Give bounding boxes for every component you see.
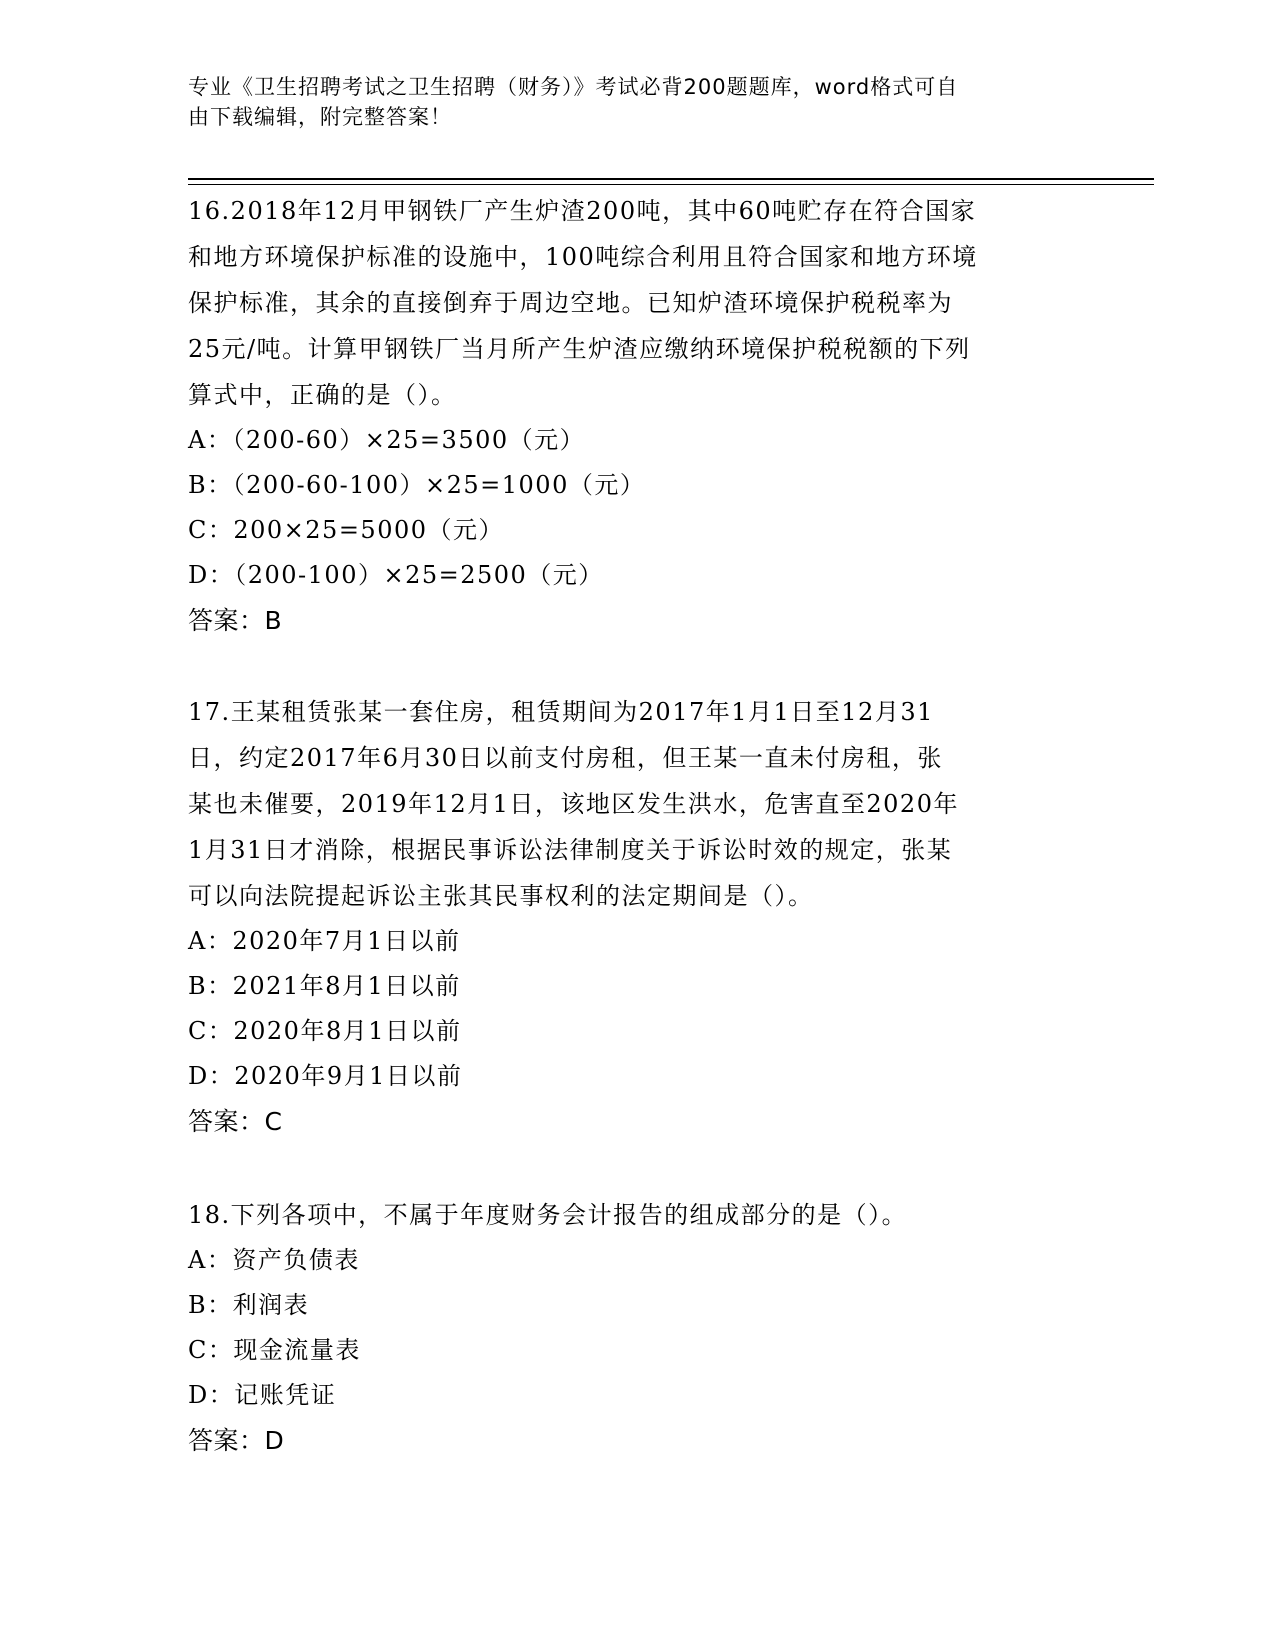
question-stem	[188, 1192, 1088, 1238]
stem-line: 25元/吨。计算甲钢铁厂当月所产生炉渣应缴纳环境保护税税额的下列	[188, 335, 971, 363]
header-divider-thin	[188, 184, 1154, 185]
option-d: D：2020年9月1日以前	[188, 1062, 463, 1090]
stem-line: 1月31日才消除，根据民事诉讼法律制度关于诉讼时效的规定，张某	[188, 836, 953, 864]
answer: 答案：C	[188, 1107, 283, 1136]
option-c: C：200×25=5000（元）	[188, 516, 505, 544]
answer: 答案：B	[188, 606, 283, 635]
question-stem	[188, 689, 1088, 919]
stem-line: 16.2018年12月甲钢铁厂产生炉渣200吨，其中60吨贮存在符合国家	[188, 197, 977, 225]
option-b: B：2021年8月1日以前	[188, 972, 461, 1000]
stem-line: 保护标准，其余的直接倒弃于周边空地。已知炉渣环境保护税税率为	[188, 289, 953, 317]
option-b: B：（200-60-100）×25=1000（元）	[188, 471, 646, 499]
option-a: A：（200-60）×25=3500（元）	[188, 426, 586, 454]
answer: 答案：D	[188, 1426, 285, 1455]
header-divider-thick	[188, 178, 1154, 180]
stem-line: 和地方环境保护标准的设施中，100吨综合利用且符合国家和地方环境	[188, 243, 978, 271]
option-d: D：（200-100）×25=2500（元）	[188, 561, 604, 589]
option-b: B：利润表	[188, 1291, 310, 1319]
question-18	[188, 1192, 1088, 1464]
header-line: 专业《卫生招聘考试之卫生招聘（财务）》考试必背200题题库，word格式可自	[188, 75, 959, 99]
question-17	[188, 689, 1088, 1145]
stem-line: 可以向法院提起诉讼主张其民事权利的法定期间是（）。	[188, 882, 814, 910]
option-c: C：2020年8月1日以前	[188, 1017, 462, 1045]
stem-line: 17.王某租赁张某一套住房，租赁期间为2017年1月1日至12月31	[188, 698, 934, 726]
option-c: C：现金流量表	[188, 1336, 361, 1364]
stem-line: 日，约定2017年6月30日以前支付房租，但王某一直未付房租，张	[188, 744, 943, 772]
header-line: 由下载编辑，附完整答案！	[188, 105, 452, 129]
question-stem	[188, 188, 1088, 418]
stem-line: 算式中，正确的是（）。	[188, 381, 457, 409]
document-header	[188, 72, 1068, 132]
question-16	[188, 188, 1088, 644]
option-a: A：资产负债表	[188, 1246, 360, 1274]
option-d: D：记账凭证	[188, 1381, 337, 1409]
stem-line: 18.下列各项中，不属于年度财务会计报告的组成部分的是（）。	[188, 1201, 908, 1229]
option-a: A：2020年7月1日以前	[188, 927, 461, 955]
stem-line: 某也未催要，2019年12月1日，该地区发生洪水，危害直至2020年	[188, 790, 959, 818]
